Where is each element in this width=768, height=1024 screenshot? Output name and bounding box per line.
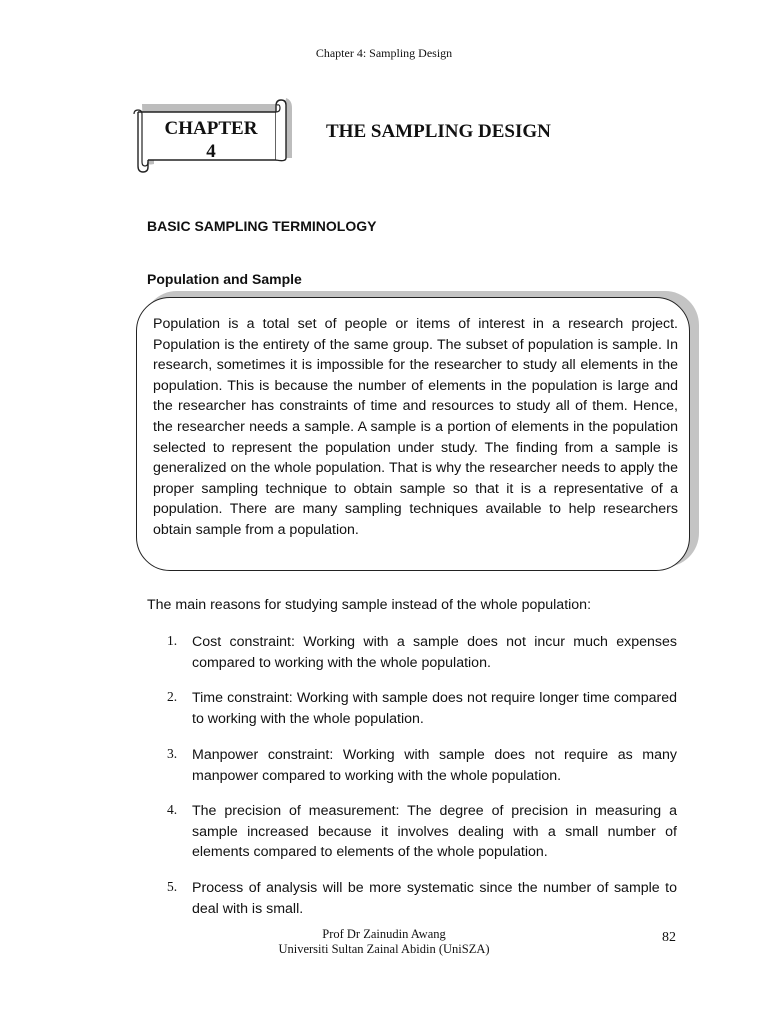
list-item-number: 1.: [167, 633, 178, 648]
chapter-banner: [128, 96, 294, 176]
list-item-text: Manpower constraint: Working with sample does not require as many manpower compared to working with the whole population.: [192, 747, 677, 784]
definition-text: Population is a total set of people or items of interest in a research project. Population is the entirety of the same group. The subset of population is sample. In research, sometimes it is impossible for the researcher to study all elements in the population. This is because the number of elements in the population is large and the researcher has constraints of time and resources to study all of them. Hence, the researcher needs a sample. A sample is a portion of elements in the population selected to represent the population under study. The finding from a sample is generalized on the whole population. That is why the researcher needs to apply the proper sampling technique to obtain sample so that it is a representative of a population. There are many sampling techniques available to help researchers obtain sample from a population.: [153, 316, 678, 538]
chapter-title: THE SAMPLING DESIGN: [326, 121, 551, 142]
page-number: 82: [662, 930, 676, 945]
list-item-text: Cost constraint: Working with a sample does not incur much expenses compared to working with the whole population.: [192, 634, 677, 671]
list-item-text: Process of analysis will be more systematic since the number of sample to deal with is small.: [192, 880, 677, 917]
list-item-number: 2.: [167, 689, 178, 704]
chapter-label-number: 4: [206, 141, 216, 162]
footer-author: Prof Dr Zainudin Awang: [322, 927, 446, 941]
list-item-number: 4.: [167, 802, 178, 817]
chapter-label: [136, 117, 286, 163]
running-header: Chapter 4: Sampling Design: [315, 46, 453, 60]
list-item-text: Time constraint: Working with sample does not require longer time compared to working with the whole population.: [192, 690, 677, 727]
list-item-text: The precision of measurement: The degree of precision in measuring a sample increased because it involves dealing with a small number of elements compared to elements of the whole population.: [192, 803, 677, 861]
section-heading: BASIC SAMPLING TERMINOLOGY: [147, 218, 377, 234]
subsection-heading: Population and Sample: [147, 271, 302, 287]
page-footer: [0, 927, 768, 957]
list-item-number: 3.: [167, 746, 178, 761]
chapter-label-word: CHAPTER: [164, 118, 258, 139]
list-item-number: 5.: [167, 879, 178, 894]
footer-institution: Universiti Sultan Zainal Abidin (UniSZA): [278, 942, 490, 956]
reasons-intro: The main reasons for studying sample instead of the whole population:: [147, 597, 592, 613]
